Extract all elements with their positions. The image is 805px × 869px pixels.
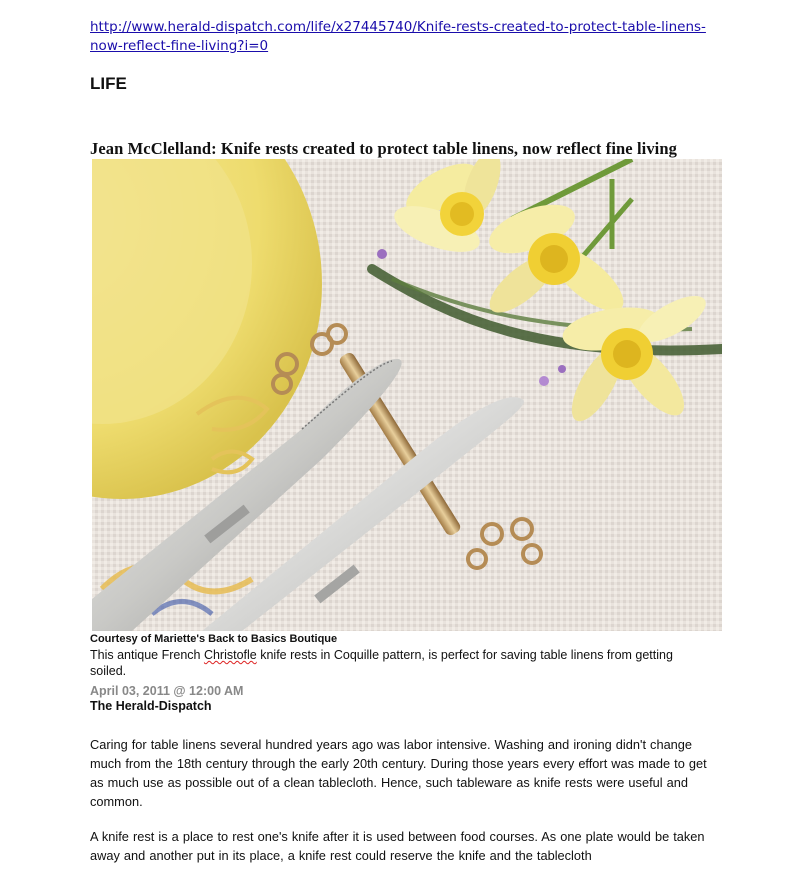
caption-text: knife rests in Coquille pattern, is perfect for saving table linens from getting soiled.: [90, 648, 673, 678]
publication-source: The Herald-Dispatch: [90, 699, 212, 713]
caption-text: This antique French: [90, 648, 204, 662]
body-paragraph: A knife rest is a place to rest one's knife after it is used between food courses. As one plate would be taken away and another put in its place, a knife rest could reserve the knife and the tablecloth: [90, 829, 705, 863]
photo-credit: Courtesy of Mariette's Back to Basics Boutique: [90, 633, 338, 645]
spellcheck-flagged-word: Christofle: [203, 648, 257, 662]
photo-caption: [90, 648, 710, 679]
article-url-link[interactable]: http://www.herald-dispatch.com/life/x27445740/Knife-rests-created-to-protect-table-linens-now-reflect-fine-living?i=0: [90, 19, 706, 54]
publish-date: April 03, 2011 @ 12:00 AM: [90, 684, 244, 698]
article-photo: [92, 159, 722, 631]
article-headline: Jean McClelland: Knife rests created to protect table linens, now reflect fine living: [90, 139, 677, 158]
section-label: LIFE: [90, 74, 127, 93]
body-paragraph: Caring for table linens several hundred years ago was labor intensive. Washing and ironing didn't change much from the 18th century through the early 20th century. During those years every effort was made to get as much use as possible out of a clean tablecloth. Hence, such tableware as knife rests were useful and common.: [90, 737, 707, 809]
